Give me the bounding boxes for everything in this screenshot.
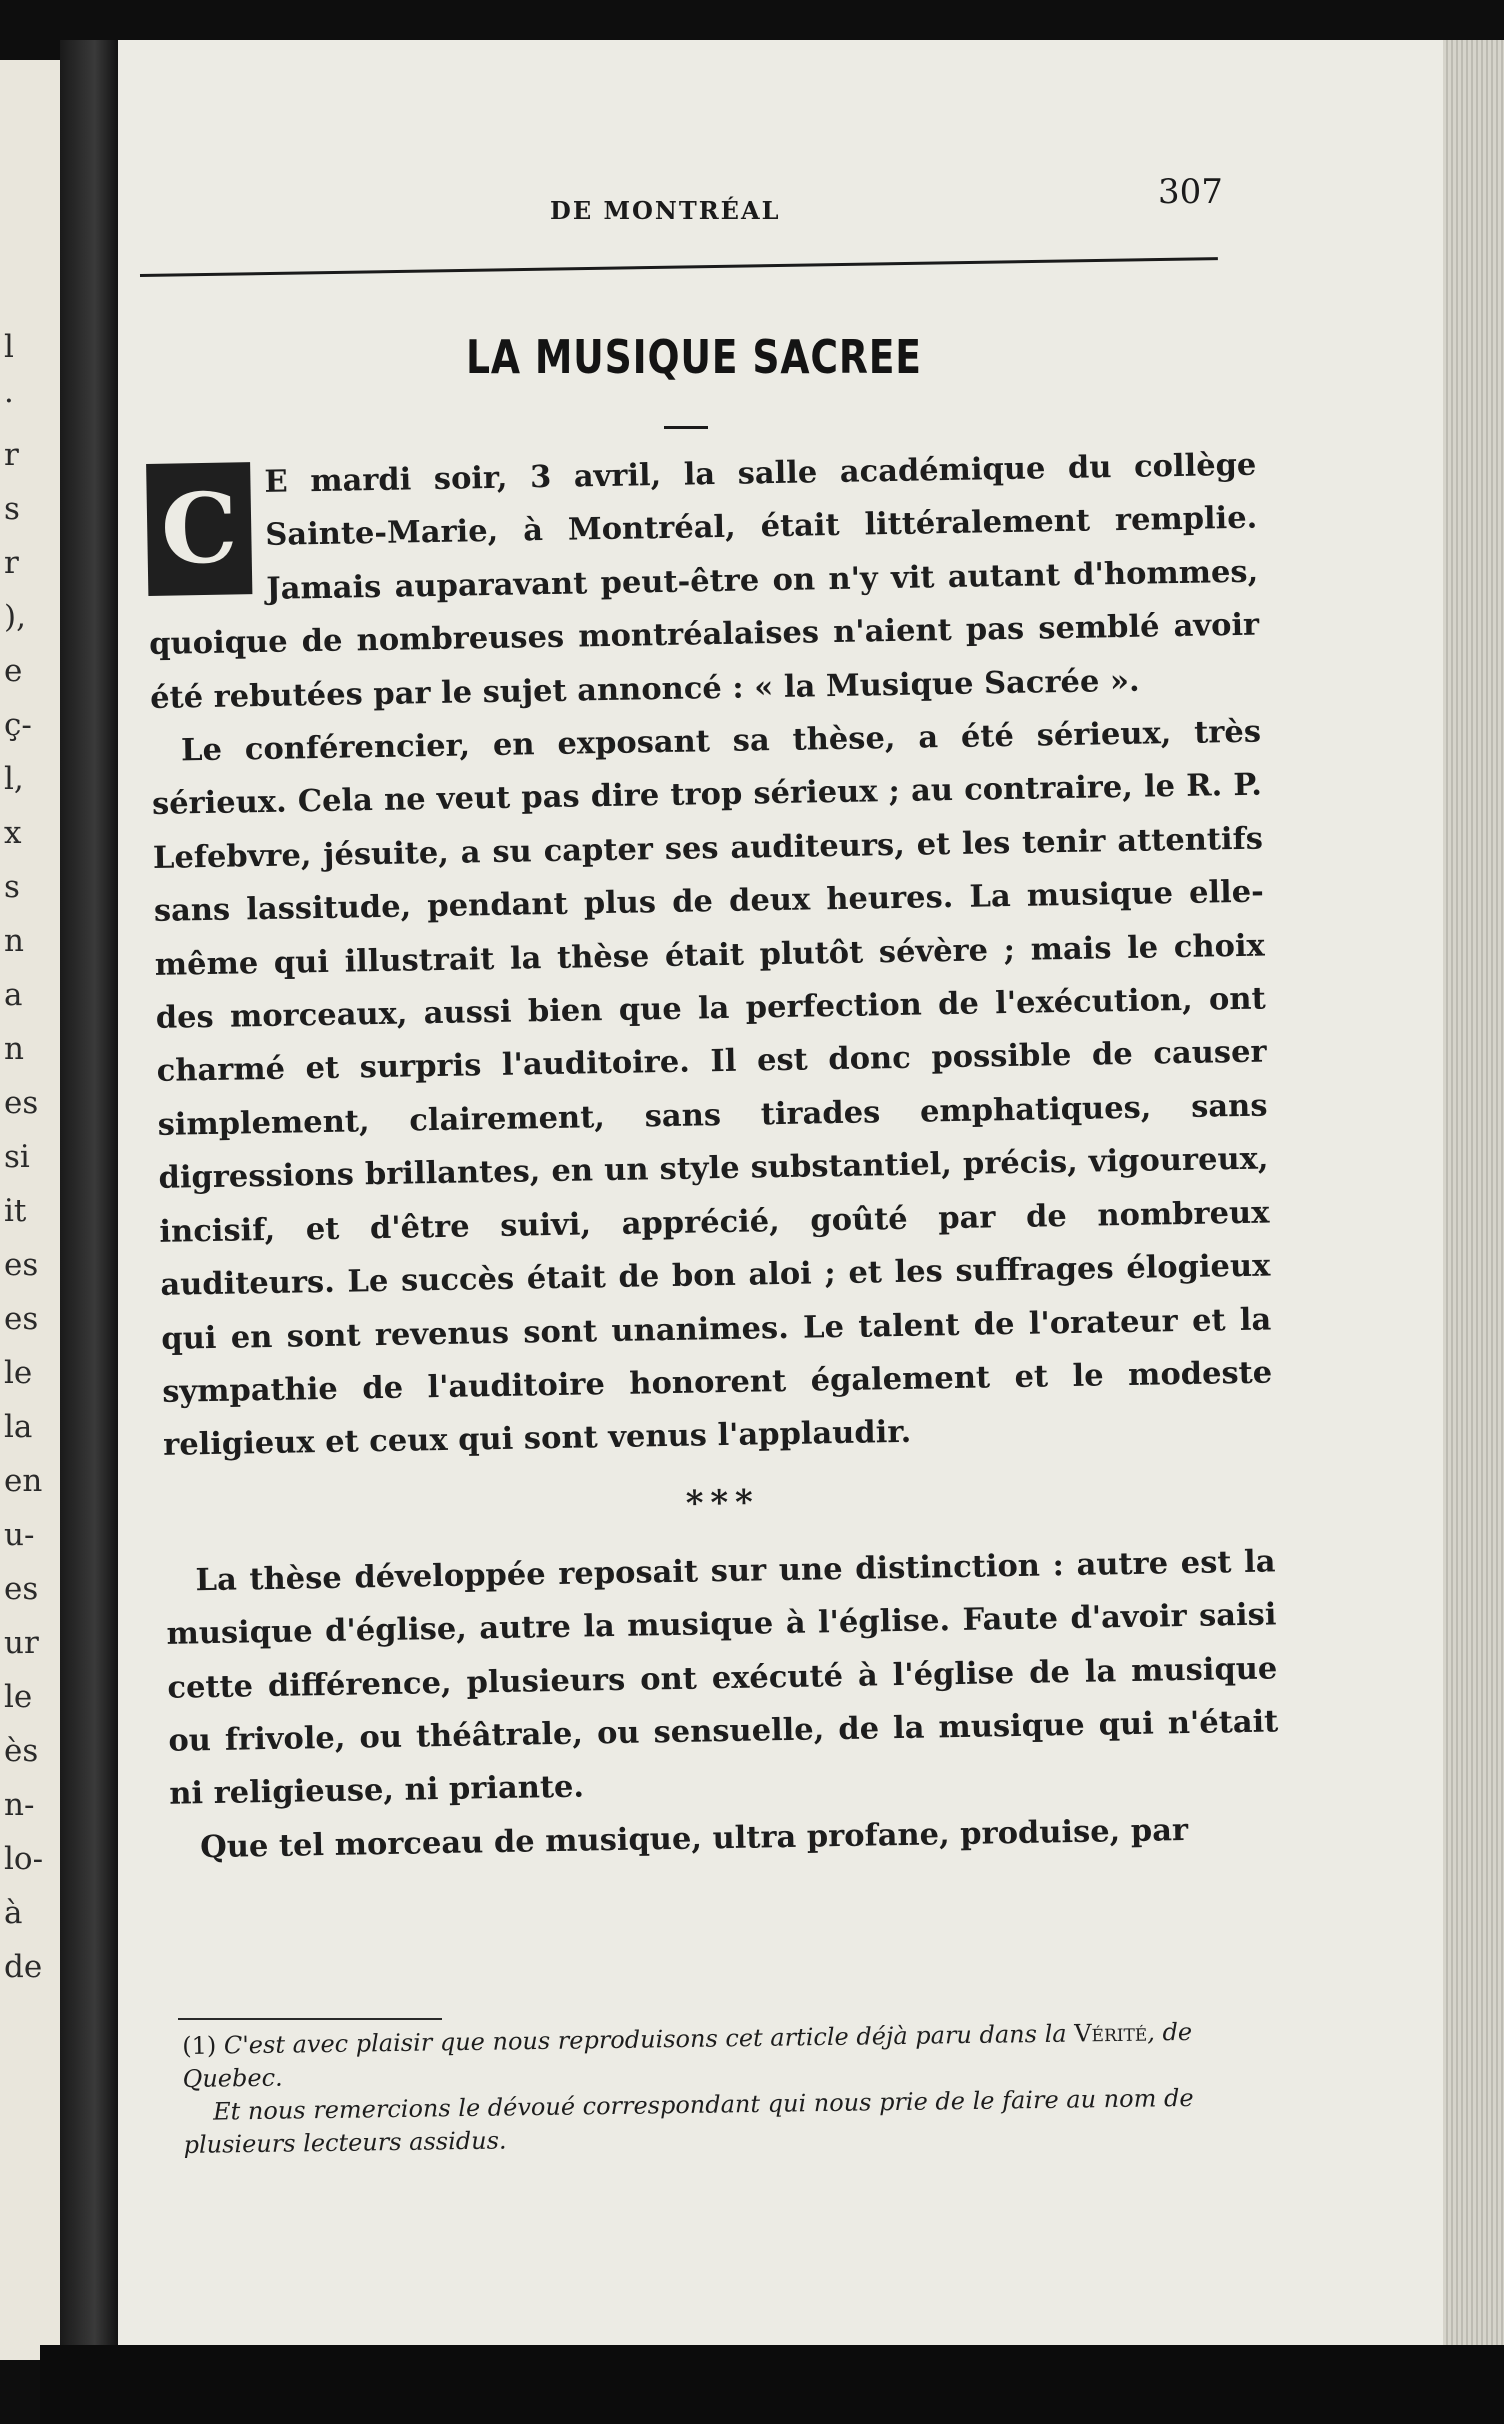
left-page-fragment-line: es [4, 1301, 39, 1337]
left-page-fragment-line: n- [4, 1787, 35, 1823]
dropcap: C [146, 462, 252, 596]
left-page-fragment-line: it [4, 1193, 27, 1229]
left-page-fragment-line: ur [4, 1625, 39, 1661]
footnote-1-marker: (1) [182, 2031, 217, 2060]
footnote-rule [178, 2018, 442, 2020]
left-page-fragment-line: l [4, 329, 14, 365]
left-page-fragment-line: ès [4, 1733, 39, 1769]
running-head: DE MONTRÉAL [550, 196, 781, 225]
left-page-fragment-line: n [4, 923, 24, 959]
left-page-fragment-line: en [4, 1463, 43, 1499]
paragraph-3: La thèse développée reposait sur une distinction : autre est la musique d'église, autre la musique à l'église. Faute d'avoir saisi cette différence, plusieurs ont exécuté à l'église de la musique ou frivole, ou théâtrale, ou sensuelle, de la musique qui n'était ni religieuse, ni priante. [166, 1543, 1279, 1813]
left-page-fragment-line: r [4, 545, 19, 581]
left-page-fragment-line: s [4, 491, 20, 527]
footnotes [182, 2015, 1274, 2162]
left-page-fragment-line: l, [4, 761, 24, 797]
book-gutter [60, 40, 118, 2370]
page-number: 307 [1158, 172, 1223, 212]
left-page-fragment-line: lo- [4, 1841, 44, 1877]
left-page-fragment-line: x [4, 815, 22, 851]
left-page-fragment-line: le [4, 1355, 33, 1391]
left-page-fragment-line: u- [4, 1517, 35, 1553]
left-page-fragment-line: es [4, 1247, 39, 1283]
left-page-fragment-line: si [4, 1139, 30, 1175]
scan-border [40, 2345, 1504, 2424]
article-body [146, 439, 1281, 1875]
left-page-fragment-line: le [4, 1679, 33, 1715]
left-page-fragment-line: n [4, 1031, 24, 1067]
left-page-fragment-line: es [4, 1085, 39, 1121]
section-separator: * * * [685, 1482, 754, 1524]
left-page-fragment-line: la [4, 1409, 33, 1445]
left-page-fragment-line: à [4, 1895, 23, 1931]
left-page-fragment-line: de [4, 1949, 43, 1985]
left-page-text-fragment [4, 320, 54, 1994]
left-page-fragment-line: ç- [4, 707, 32, 743]
footnote-1-suffix: , de Quebec. [182, 2017, 1193, 2093]
paragraph-4: Que tel morceau de musique, ultra profane, produise, par [199, 1811, 1189, 1866]
title-rule [664, 426, 708, 429]
left-page-fragment-line: es [4, 1571, 39, 1607]
left-page-fragment-line: a [4, 977, 23, 1013]
paragraph-1: E mardi soir, 3 avril, la salle académique du collège Sainte-Marie, à Montréal, était littéralement remplie. Jamais auparavant peut-être on n'y vit autant d'hommes, quoique de nombreuses montréalaises n'aient pas semblé avoir été rebutées par le sujet annoncé : « la Musique Sacrée ». [148, 446, 1260, 716]
footnote-1-text: C'est avec plaisir que nous reproduisons cet article déjà paru dans la [223, 2019, 1067, 2060]
left-page-fragment-line: e [4, 653, 23, 689]
left-page-fragment-line: ), [4, 599, 26, 635]
article-title: LA MUSIQUE SACREE [466, 330, 922, 384]
paragraph-2: Le conférencier, en exposant sa thèse, a été sérieux, très sérieux. Cela ne veut pas dire trop sérieux ; au contraire, le R. P. Lefebvre, jésuite, a su capter ses auditeurs, et les tenir attentifs sans lassitude, pendant plus de deux heures. La musique elle-même qui illustrait la thèse était plutôt sévère ; mais le choix des morceaux, aussi bien que la perfection de l'exécution, ont charmé et surpris l'auditoire. Il est donc possible de causer simplement, clairement, sans tirades emphatiques, sans digressions brillantes, en un style substantiel, précis, vigoureux, incisif, et d'être suivi, apprécié, goûté par de nombreux auditeurs. Le succès était de bon aloi ; et les suffrages élogieux qui en sont revenus sont unanimes. Le talent de l'orateur et la sympathie de l'auditoire honorent également et le modeste religieux et ceux qui sont venus l'applaudir. [151, 713, 1273, 1464]
page-edges [1443, 40, 1504, 2345]
left-page-fragment-line: r [4, 437, 19, 473]
footnote-1-source: Vérité [1074, 2018, 1148, 2048]
left-page-fragment-line: s [4, 869, 20, 905]
left-page-fragment-line: · [4, 383, 14, 419]
footnote-2-text: Et nous remercions le dévoué correspondant qui nous prie de le faire au nom de plusieurs lecteurs assidus. [183, 2083, 1194, 2159]
